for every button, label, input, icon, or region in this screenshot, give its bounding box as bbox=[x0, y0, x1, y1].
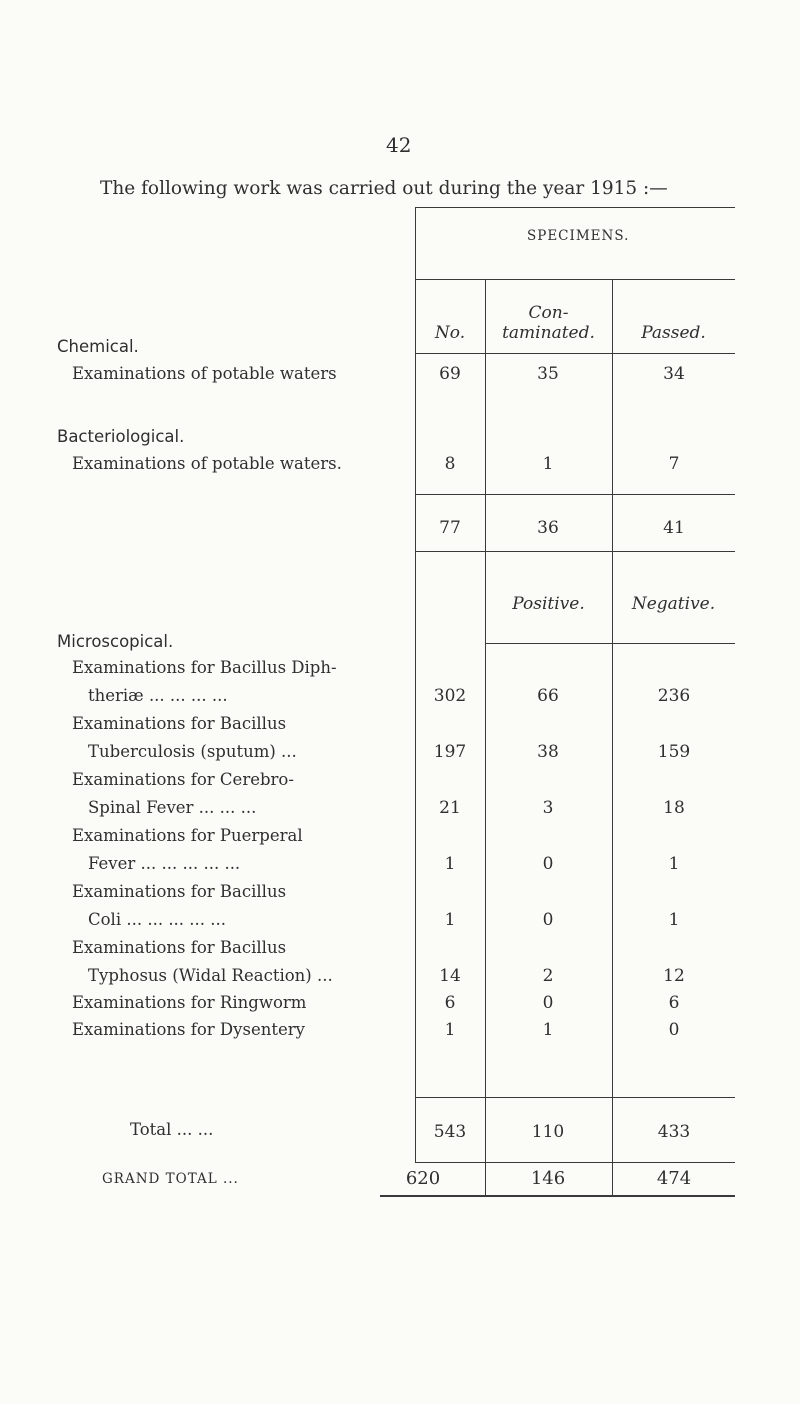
grand-total-no: 620 bbox=[405, 1168, 441, 1189]
rule bbox=[485, 279, 486, 1195]
subtotal-no: 77 bbox=[439, 518, 461, 538]
subtotal-passed: 41 bbox=[663, 518, 685, 538]
row-positive: 38 bbox=[537, 742, 559, 762]
row-no: 6 bbox=[444, 993, 456, 1013]
row-negative: 1 bbox=[668, 854, 680, 874]
specimens-header: SPECIMENS. bbox=[527, 228, 630, 244]
row-no: 197 bbox=[433, 742, 467, 762]
row-label-line2: Tuberculosis (sputum) ... bbox=[88, 742, 297, 761]
chemical-no: 69 bbox=[439, 364, 461, 384]
row-label-line1: Examinations for Cerebro- bbox=[72, 770, 294, 789]
chemical-passed: 34 bbox=[663, 364, 685, 384]
total-label: Total ... ... bbox=[130, 1120, 214, 1139]
rule bbox=[415, 353, 735, 354]
row-label-line1: Examinations for Bacillus bbox=[72, 882, 287, 901]
column-header-positive: Positive. bbox=[512, 594, 585, 614]
row-no: 1 bbox=[444, 910, 456, 930]
row-label-line2: Spinal Fever ... ... ... bbox=[88, 798, 257, 817]
row-positive: 0 bbox=[542, 910, 554, 930]
row-positive: 66 bbox=[537, 686, 559, 706]
rule bbox=[415, 207, 416, 1162]
bacteriological-label: Examinations of potable waters. bbox=[72, 454, 342, 473]
rule bbox=[415, 1162, 735, 1163]
row-no: 21 bbox=[439, 798, 461, 818]
total-positive: 110 bbox=[531, 1122, 565, 1142]
row-negative: 159 bbox=[657, 742, 691, 762]
chemical-heading: Chemical. bbox=[57, 337, 139, 356]
page-number: 42 bbox=[386, 133, 412, 157]
column-header-passed: Passed. bbox=[641, 323, 706, 343]
row-negative: 6 bbox=[668, 993, 680, 1013]
intro-text: The following work was carried out during the year 1915 :— bbox=[100, 178, 668, 199]
subtotal-contaminated: 36 bbox=[537, 518, 559, 538]
column-header-contaminated-1: Con- bbox=[528, 303, 569, 323]
chemical-label: Examinations of potable waters bbox=[72, 364, 337, 383]
grand-total-label: GRAND TOTAL ... bbox=[102, 1171, 239, 1187]
total-no: 543 bbox=[433, 1122, 467, 1142]
column-header-contaminated-2: taminated. bbox=[502, 323, 595, 343]
row-label-line1: Examinations for Dysentery bbox=[72, 1020, 305, 1039]
rule bbox=[415, 494, 735, 495]
row-positive: 0 bbox=[542, 854, 554, 874]
bacteriological-contaminated: 1 bbox=[542, 454, 554, 474]
row-negative: 18 bbox=[663, 798, 685, 818]
rule bbox=[415, 1097, 735, 1098]
row-no: 14 bbox=[439, 966, 461, 986]
row-negative: 12 bbox=[663, 966, 685, 986]
rule bbox=[380, 1195, 735, 1197]
row-label-line1: Examinations for Bacillus bbox=[72, 938, 287, 957]
row-no: 1 bbox=[444, 1020, 456, 1040]
microscopical-heading: Microscopical. bbox=[57, 632, 174, 651]
grand-total-third: 474 bbox=[656, 1168, 692, 1189]
rule bbox=[415, 551, 735, 552]
rule bbox=[415, 279, 735, 280]
row-no: 302 bbox=[433, 686, 467, 706]
row-label-line2: Fever ... ... ... ... ... bbox=[88, 854, 241, 873]
total-negative: 433 bbox=[657, 1122, 691, 1142]
bacteriological-heading: Bacteriological. bbox=[57, 427, 185, 446]
row-label-line2: Coli ... ... ... ... ... bbox=[88, 910, 227, 929]
rule bbox=[415, 207, 735, 208]
row-label-line1: Examinations for Puerperal bbox=[72, 826, 303, 845]
row-negative: 1 bbox=[668, 910, 680, 930]
rule bbox=[485, 643, 735, 644]
row-label-line1: Examinations for Ringworm bbox=[72, 993, 307, 1012]
row-label-line2: theriæ ... ... ... ... bbox=[88, 686, 228, 705]
bacteriological-no: 8 bbox=[444, 454, 456, 474]
row-negative: 236 bbox=[657, 686, 691, 706]
row-label-line1: Examinations for Bacillus Diph- bbox=[72, 658, 337, 677]
row-label-line2: Typhosus (Widal Reaction) ... bbox=[88, 966, 333, 985]
column-header-no: No. bbox=[434, 323, 466, 343]
row-negative: 0 bbox=[668, 1020, 680, 1040]
row-positive: 2 bbox=[542, 966, 554, 986]
row-no: 1 bbox=[444, 854, 456, 874]
rule bbox=[612, 279, 613, 1195]
chemical-contaminated: 35 bbox=[537, 364, 559, 384]
row-positive: 1 bbox=[542, 1020, 554, 1040]
bacteriological-passed: 7 bbox=[668, 454, 680, 474]
row-positive: 3 bbox=[542, 798, 554, 818]
row-positive: 0 bbox=[542, 993, 554, 1013]
row-label-line1: Examinations for Bacillus bbox=[72, 714, 287, 733]
grand-total-second: 146 bbox=[530, 1168, 566, 1189]
column-header-negative: Negative. bbox=[631, 594, 716, 614]
